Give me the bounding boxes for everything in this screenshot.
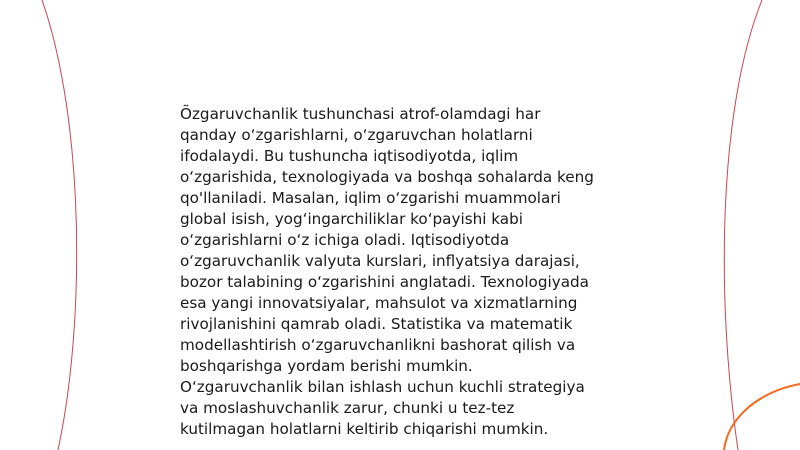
- orange-arc: [724, 384, 800, 450]
- left-curve-line: [42, 0, 77, 450]
- body-paragraph: Õzgaruvchanlik tushunchasi atrof-olamdagi har qanday o‘zgarishlarni, o‘zgaruvchan holatlarni ifodalaydi. Bu tushuncha iqtisodiyotda, iqlim o‘zgarishida, texnologiyada va boshqa sohalarda keng qo'llaniladi. Masalan, iqlim o‘zgarishi muammolari global isish, yog‘ingarchiliklar ko‘payishi kabi o‘zgarishlarni o‘z ichiga oladi. Iqtisodiyotda o‘zgaruvchanlik valyuta kurslari, inflyatsiya darajasi, bozor talabining o‘zgarishini anglatadi. Texnologiyada esa yangi innovatsiyalar, mahsulot va xizmatlarning rivojlanishini qamrab oladi. Statistika va matematik modellashtirish o‘zgaruvchanlikni bashorat qilish va boshqarishga yordam berishi mumkin. O‘zgaruvchanlik bilan ishlash uchun kuchli strategiya va moslashuvchanlik zarur, chunki u tez-tez kutilmagan holatlarni keltirib chiqarishi mumkin.: [180, 105, 594, 438]
- right-curve-line: [724, 0, 762, 450]
